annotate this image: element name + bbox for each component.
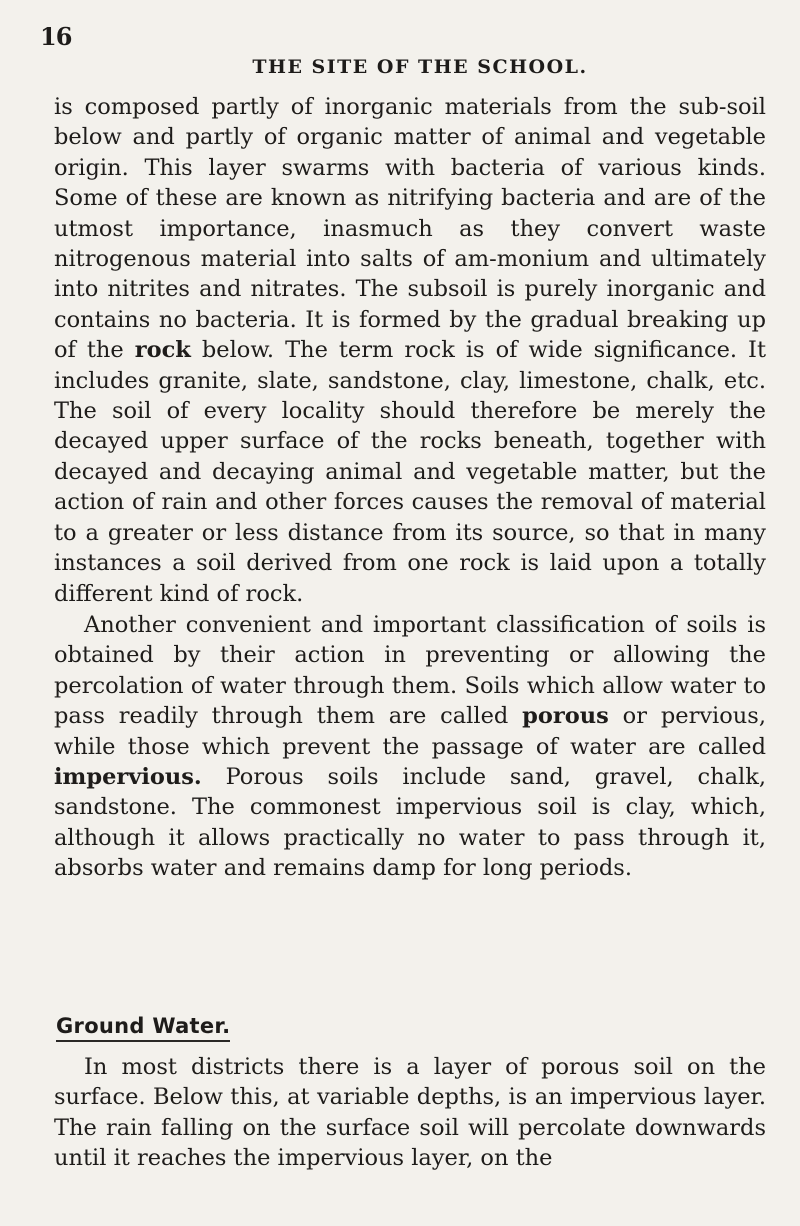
keyword-rock: rock — [134, 337, 191, 364]
paragraph-ground-water: In most districts there is a layer of porous soil on the surface. Below this, at variable depths, is an impervious layer. The rain falling on the surface soil will percolate downwards until it reaches the impervious layer, on the — [54, 1054, 766, 1172]
section-heading-ground-water: Ground Water. — [56, 1014, 230, 1042]
paragraph-text: below. The term rock is of wide significance. It includes granite, slate, sandstone, clay, limestone, chalk, etc. The soil of every locality should therefore be merely the decayed upper surface of the rocks beneath, together with decayed and decaying animal and vegetable matter, but the action of rain and other forces causes the removal of material to a greater or less distance from its source, so that in many instances a soil derived from one rock is laid upon a totally different kind of rock. — [54, 337, 766, 607]
paragraph-soil-classification — [54, 610, 766, 884]
paragraph-text: is composed partly of inorganic materials from the sub-soil below and partly of organic matter of animal and vegetable origin. This layer swarms with bacteria of various kinds. Some of these are known as nitrifying bacteria and are of the utmost importance, inasmuch as they convert waste nitrogenous material into salts of am-monium and ultimately into nitrites and nitrates. The subsoil is purely inorganic and contains no bacteria. It is formed by the gradual breaking up of the — [54, 94, 766, 364]
page-number: 16 — [40, 22, 72, 51]
running-title: THE SITE OF THE SCHOOL. — [252, 56, 588, 78]
paragraph-soil-composition — [54, 92, 766, 609]
keyword-porous: porous — [522, 703, 609, 730]
body-text — [54, 92, 766, 884]
keyword-impervious: impervious. — [54, 763, 202, 790]
paragraph-text: Porous soils include sand, gravel, chalk, sandstone. The commonest impervious soil is clay, which, although it allows practically no water to pass through it, absorbs water and remains damp for long periods. — [54, 763, 766, 882]
paragraph-text: or pervious, while those which prevent the passage of water are called — [54, 703, 766, 760]
paragraph-text: Another convenient and important classification of soils is obtained by their action in preventing or allowing the percolation of water through them. Soils which allow water to pass readily through them are called — [54, 611, 766, 730]
